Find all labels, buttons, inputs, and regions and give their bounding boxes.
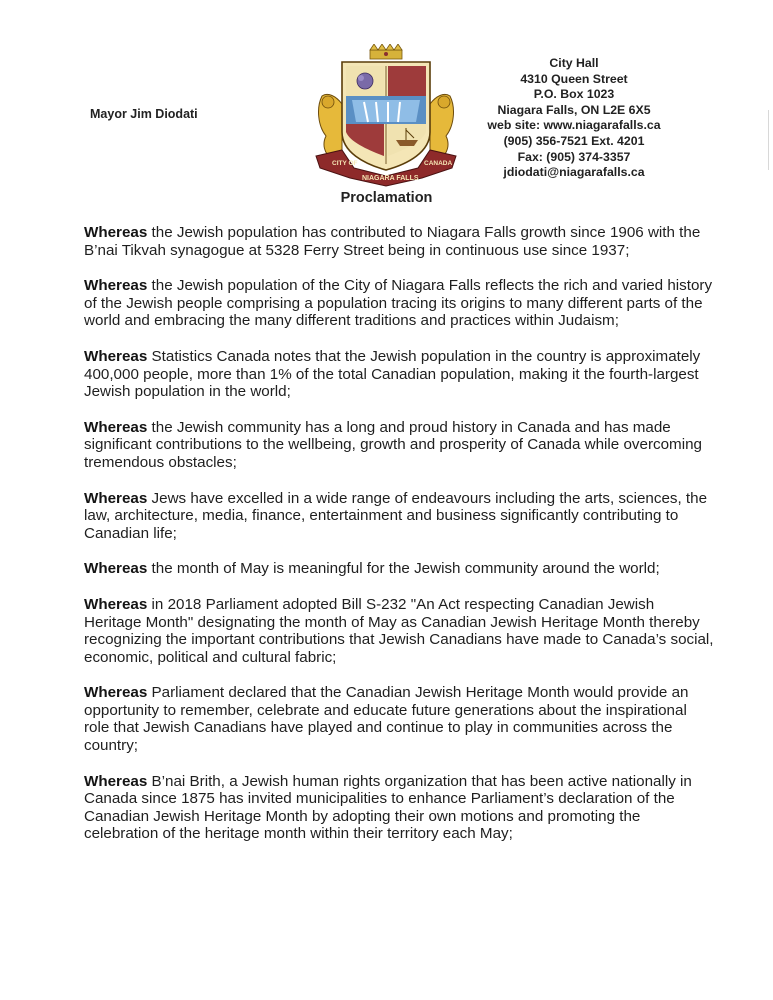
whereas-lead: Whereas: [84, 684, 148, 702]
paragraph-text: in 2018 Parliament adopted Bill S-232 "An Act respecting Canadian Jewish Heritage Month" designating the month of May as Canadian Jewish Heritage Month thereby recognizing the important contributions that Jewish Canadians have made to Canada’s social, economic, political and cultural fabric;: [84, 595, 714, 666]
paragraph-text: the Jewish population has contributed to Niagara Falls growth since 1906 with the B’nai Tikvah synagogue at 5328 Ferry Street being in continuous use since 1937;: [84, 224, 701, 259]
whereas-lead: Whereas: [84, 347, 148, 365]
whereas-lead: Whereas: [84, 489, 148, 507]
address-line: City Hall: [549, 56, 599, 70]
crown-icon: [370, 44, 402, 59]
svg-text:CITY OF: CITY OF: [332, 160, 358, 167]
paragraph-text: B’nai Brith, a Jewish human rights organization that has been active nationally in Canada since 1875 has invited municipalities to enhance Parliament’s declaration of the Canadian Jewish Heritage Month by adopting their own motions and promoting the celebration of the heritage month within their territory each May;: [84, 772, 692, 843]
whereas-paragraph: [84, 684, 714, 754]
whereas-paragraph: [84, 419, 714, 472]
proclamation-body: [84, 224, 714, 861]
lion-supporter-right: [430, 94, 453, 158]
address-line: Niagara Falls, ON L2E 6X5: [497, 102, 651, 117]
paragraph-text: the Jewish community has a long and proud history in Canada and has made significant contributions to the wellbeing, growth and prosperity of Canada while overcoming tremendous obstacles;: [84, 418, 702, 471]
city-hall-address: [476, 56, 672, 181]
paragraph-text: the month of May is meaningful for the Jewish community around the world;: [147, 560, 660, 578]
paragraph-text: the Jewish population of the City of Niagara Falls reflects the rich and varied history of the Jewish people comprising a population tracing its origins to many different parts of the world and embracing the many different traditions and practices within Judaism;: [84, 277, 713, 330]
phone-line: (905) 356-7521 Ext. 4201: [503, 133, 645, 148]
paragraph-text: Jews have excelled in a wide range of endeavours including the arts, sciences, the law, architecture, media, finance, entertainment and business significantly contributing to Canadian life;: [84, 489, 708, 542]
scan-edge-mark: [768, 110, 769, 170]
svg-text:NIAGARA FALLS: NIAGARA FALLS: [362, 175, 419, 182]
whereas-paragraph: [84, 560, 714, 578]
lion-supporter-left: [319, 94, 342, 158]
svg-text:CANADA: CANADA: [424, 160, 453, 167]
address-line: P.O. Box 1023: [533, 87, 615, 102]
whereas-paragraph: [84, 277, 714, 330]
document-title: Proclamation: [340, 190, 433, 206]
email-line: jdiodati@niagarafalls.ca: [503, 165, 645, 180]
paragraph-text: Parliament declared that the Canadian Jewish Heritage Month would provide an opportunity to remember, celebrate and educate future generations about the inspirational role that Jewish Canadians have played and continue to play in communities across the country;: [84, 684, 689, 755]
mayor-name: Mayor Jim Diodati: [90, 107, 198, 121]
whereas-lead: Whereas: [84, 224, 148, 241]
whereas-paragraph: [84, 596, 714, 666]
whereas-lead: Whereas: [84, 418, 148, 436]
whereas-paragraph: [84, 224, 714, 259]
city-crest-logo: [312, 44, 460, 188]
whereas-lead: Whereas: [84, 772, 148, 790]
whereas-paragraph: [84, 348, 714, 401]
address-line: 4310 Queen Street: [520, 71, 628, 86]
whereas-paragraph: [84, 490, 714, 543]
whereas-lead: Whereas: [84, 595, 148, 613]
website-line: web site: www.niagarafalls.ca: [487, 118, 661, 133]
paragraph-text: Statistics Canada notes that the Jewish population in the country is approximately 400,000 people, more than 1% of the total Canadian population, making it the fourth-largest Jewish population in the world;: [84, 347, 701, 401]
fax-line: Fax: (905) 374-3357: [517, 149, 631, 164]
shield: [342, 62, 430, 170]
whereas-lead: Whereas: [84, 277, 148, 295]
whereas-paragraph: [84, 773, 714, 843]
whereas-lead: Whereas: [84, 560, 148, 578]
